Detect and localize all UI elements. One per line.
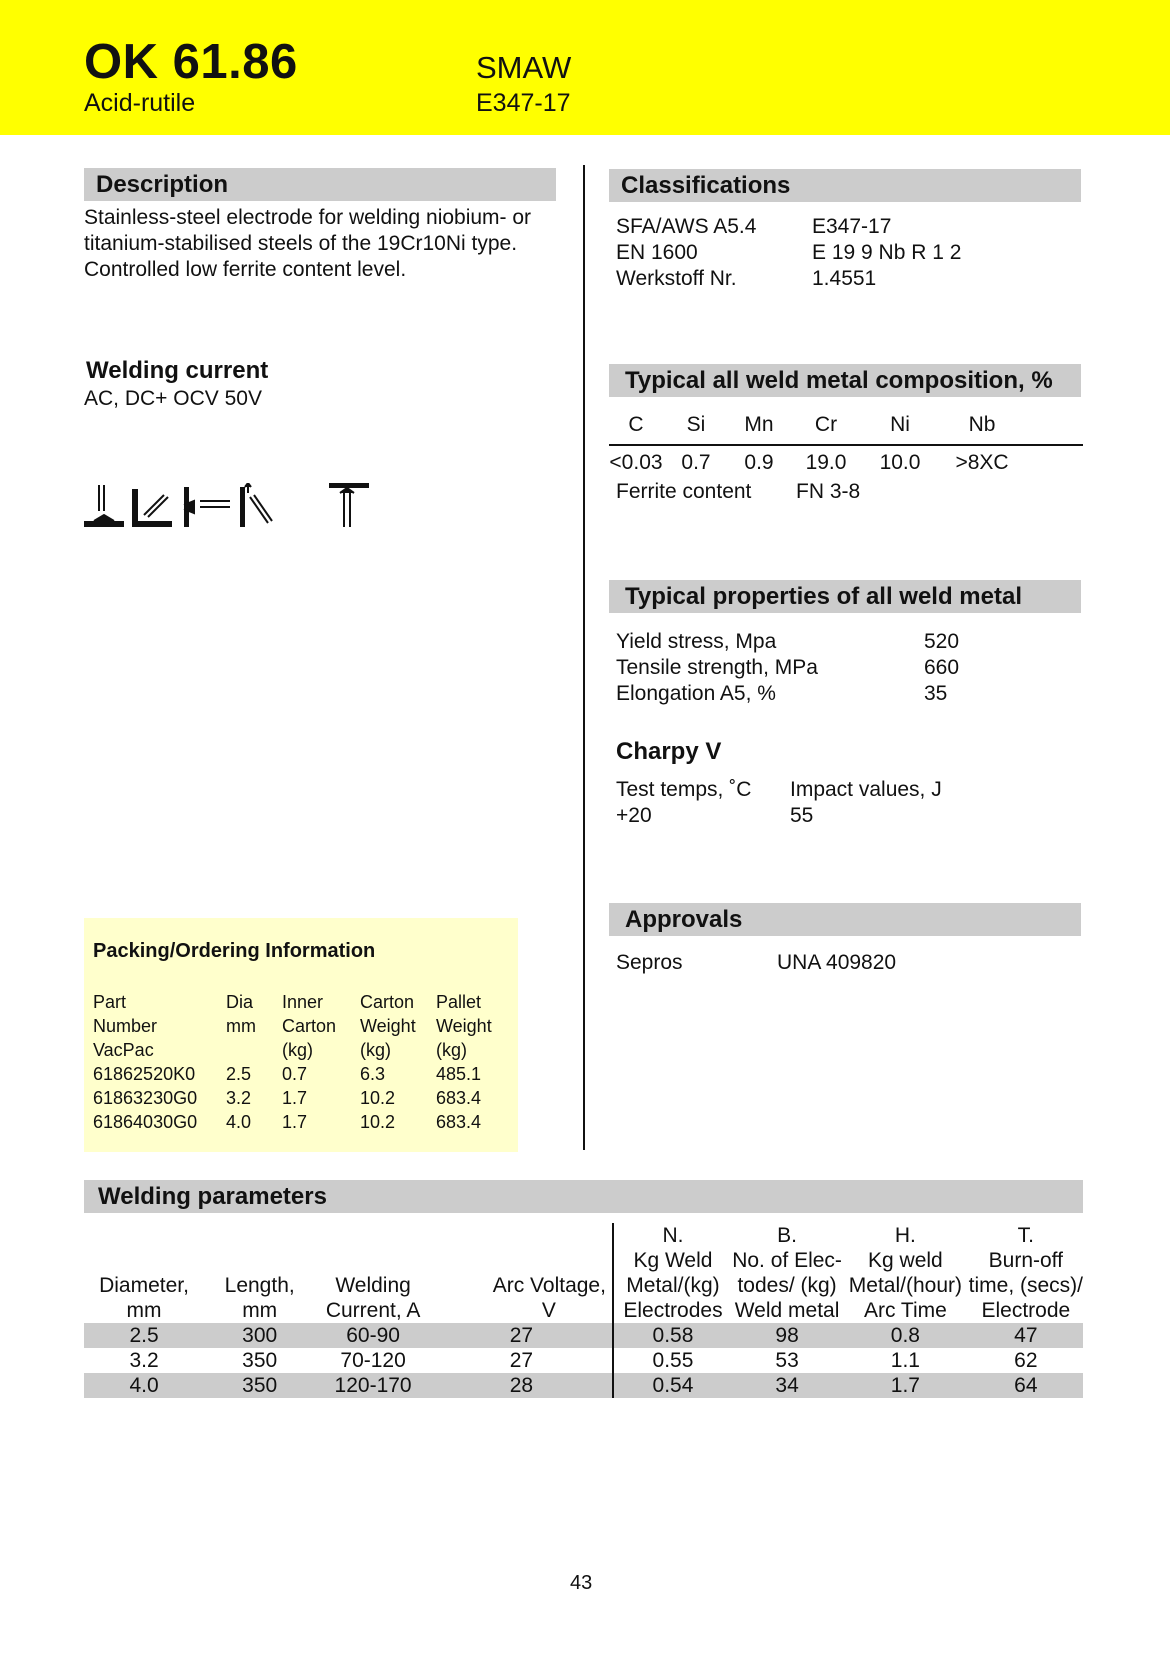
n-cell: 0.58 <box>613 1323 732 1348</box>
element-header: Si <box>663 406 729 445</box>
element-value: <0.03 <box>609 451 663 474</box>
product-subtitle: Acid-rutile <box>84 89 196 117</box>
properties-heading: Typical properties of all weld metal <box>609 580 1081 613</box>
inner-carton: 1.7 <box>282 1088 308 1108</box>
description-heading: Description <box>84 168 556 201</box>
packing-header-cell: VacPac <box>93 1040 154 1060</box>
current-cell: 120-170 <box>315 1373 431 1398</box>
pallet-weight: 683.4 <box>436 1112 482 1132</box>
carton-weight: 10.2 <box>360 1112 396 1132</box>
packing-header-cell: (kg) <box>360 1040 391 1060</box>
description-line: Controlled low ferrite content level. <box>84 258 407 281</box>
property-value: 660 <box>924 656 960 679</box>
packing-header-cell: (kg) <box>282 1040 313 1060</box>
welding-parameters-table <box>84 1223 1083 1398</box>
approvals-heading: Approvals <box>609 903 1081 936</box>
diameter-cell: 4.0 <box>84 1373 204 1398</box>
current-cell: 60-90 <box>315 1323 431 1348</box>
diameter-cell: 2.5 <box>84 1323 204 1348</box>
header-welding-current: Welding Current, A <box>325 1274 421 1322</box>
current-cell: 70-120 <box>340 1349 406 1372</box>
element-value: 10.0 <box>879 451 921 474</box>
classification-value: E347-17 <box>812 215 892 238</box>
page-number: 43 <box>570 1572 593 1594</box>
header-b: B. No. of Elec- todes/ (kg) Weld metal <box>732 1224 842 1322</box>
approval-value: UNA 409820 <box>777 951 897 974</box>
h-cell: 1.1 <box>890 1349 920 1372</box>
b-cell: 98 <box>732 1323 842 1348</box>
vertical-up-icon <box>184 487 194 527</box>
packing-heading: Packing/Ordering Information <box>93 940 376 962</box>
t-cell: 64 <box>969 1373 1083 1398</box>
packing-header-cell: Pallet <box>436 992 482 1012</box>
part-number: 61863230G0 <box>93 1088 198 1108</box>
overhead-position-icon <box>240 483 272 527</box>
composition-heading: Typical all weld metal composition, % <box>609 364 1081 397</box>
charpy-col-header: Test temps, ˚C <box>616 778 752 801</box>
b-cell: 53 <box>775 1349 799 1372</box>
charpy-col-header: Impact values, J <box>790 778 942 801</box>
classifications-heading: Classifications <box>609 169 1081 202</box>
packing-row <box>93 1110 506 1134</box>
welding-current-value: AC, DC+ OCV 50V <box>84 387 262 410</box>
packing-header-cell: Weight <box>436 1016 492 1036</box>
voltage-cell: 27 <box>431 1348 613 1373</box>
composition-table <box>609 406 1083 480</box>
part-number: 61864030G0 <box>93 1112 198 1132</box>
description-line: Stainless-steel electrode for welding niobium- or <box>84 206 532 229</box>
header-length: Length, mm <box>224 1274 295 1322</box>
flat-position-icon <box>84 485 124 527</box>
pallet-weight: 485.1 <box>436 1064 482 1084</box>
element-value: 19.0 <box>805 451 847 474</box>
b-cell: 34 <box>732 1373 842 1398</box>
column-divider <box>583 165 585 1150</box>
h-cell: 0.8 <box>842 1323 969 1348</box>
horizontal-position-icon <box>200 501 230 507</box>
length-cell: 300 <box>204 1323 315 1348</box>
packing-header-cell: Dia <box>226 992 254 1012</box>
product-title: OK 61.86 <box>84 35 298 89</box>
part-number: 61862520K0 <box>93 1064 196 1084</box>
diameter: 4.0 <box>226 1112 252 1132</box>
parameters-header-row <box>84 1223 1083 1323</box>
header-t: T. Burn-off time, (secs)/ Electrode <box>968 1224 1083 1322</box>
packing-header-cell: (kg) <box>436 1040 467 1060</box>
packing-header-cell: Inner <box>282 992 324 1012</box>
element-value: >8XC <box>955 451 1009 474</box>
horizontal-vertical-fillet-icon <box>132 489 172 527</box>
element-header: Nb <box>937 406 1027 445</box>
charpy-value: 55 <box>790 804 814 827</box>
classification-value: E 19 9 Nb R 1 2 <box>812 241 962 264</box>
packing-header-cell: Carton <box>360 992 415 1012</box>
element-header: C <box>609 406 663 445</box>
t-cell: 47 <box>969 1323 1083 1348</box>
parameters-row <box>84 1323 1083 1348</box>
description-line: titanium-stabilised steels of the 19Cr10Ni type. <box>84 232 518 255</box>
inner-carton: 1.7 <box>282 1112 308 1132</box>
welding-parameters-heading: Welding parameters <box>84 1180 1083 1213</box>
element-value: 0.7 <box>681 451 711 474</box>
packing-header-row <box>93 990 506 1014</box>
t-cell: 62 <box>1014 1349 1038 1372</box>
packing-header-cell <box>226 1038 282 1062</box>
n-cell: 0.55 <box>652 1349 694 1372</box>
packing-header-cell: mm <box>226 1016 256 1036</box>
packing-row <box>93 1062 506 1086</box>
carton-weight: 6.3 <box>360 1064 386 1084</box>
n-cell: 0.54 <box>613 1373 732 1398</box>
pallet-weight: 683.4 <box>436 1088 482 1108</box>
packing-header-cell: Weight <box>360 1016 416 1036</box>
approval-body: Sepros <box>616 951 683 974</box>
packing-header-row <box>93 1014 506 1038</box>
classification-standard: EN 1600 <box>616 241 698 264</box>
charpy-heading: Charpy V <box>616 738 722 765</box>
element-header: Mn <box>729 406 789 445</box>
packing-table <box>93 990 506 1134</box>
h-cell: 1.7 <box>842 1373 969 1398</box>
welding-positions-icons <box>84 483 384 531</box>
packing-header-cell: Part <box>93 992 127 1012</box>
packing-box <box>84 918 518 1152</box>
length-cell: 350 <box>204 1373 315 1398</box>
charpy-value: +20 <box>616 804 652 827</box>
diameter: 3.2 <box>226 1088 252 1108</box>
diameter-cell: 3.2 <box>129 1349 159 1372</box>
packing-header-row <box>93 1038 506 1062</box>
element-header: Cr <box>789 406 863 445</box>
length-cell: 350 <box>242 1349 278 1372</box>
aws-classification: E347-17 <box>476 89 571 117</box>
packing-header-cell: Number <box>93 1016 158 1036</box>
ferrite-label: Ferrite content <box>616 480 752 503</box>
header-diameter: Diameter, mm <box>99 1274 189 1322</box>
header-arc-voltage: Arc Voltage, V <box>431 1223 613 1323</box>
property-label: Tensile strength, MPa <box>616 656 818 679</box>
voltage-cell: 27 <box>431 1323 613 1348</box>
welding-current-heading: Welding current <box>86 357 269 384</box>
element-value: 0.9 <box>744 451 774 474</box>
classification-value: 1.4551 <box>812 267 877 290</box>
description-text <box>84 205 564 283</box>
property-label: Elongation A5, % <box>616 682 776 705</box>
header-n: N. Kg Weld Metal/(kg) Electrodes <box>623 1224 723 1322</box>
parameters-row <box>84 1348 1083 1373</box>
classification-standard: SFA/AWS A5.4 <box>616 215 757 238</box>
parameters-row <box>84 1373 1083 1398</box>
classification-standard: Werkstoff Nr. <box>616 267 737 290</box>
packing-header-cell: Carton <box>282 1016 337 1036</box>
packing-row <box>93 1086 506 1110</box>
ferrite-value: FN 3-8 <box>796 480 861 503</box>
carton-weight: 10.2 <box>360 1088 396 1108</box>
diameter: 2.5 <box>226 1064 252 1084</box>
inner-carton: 0.7 <box>282 1064 308 1084</box>
property-value: 35 <box>924 682 948 705</box>
vertical-down-icon <box>329 483 369 527</box>
property-label: Yield stress, Mpa <box>616 630 777 653</box>
element-header: Ni <box>863 406 937 445</box>
voltage-cell: 28 <box>431 1373 613 1398</box>
process-label: SMAW <box>476 50 572 85</box>
header-h: H. Kg weld Metal/(hour) Arc Time <box>848 1224 962 1322</box>
property-value: 520 <box>924 630 960 653</box>
